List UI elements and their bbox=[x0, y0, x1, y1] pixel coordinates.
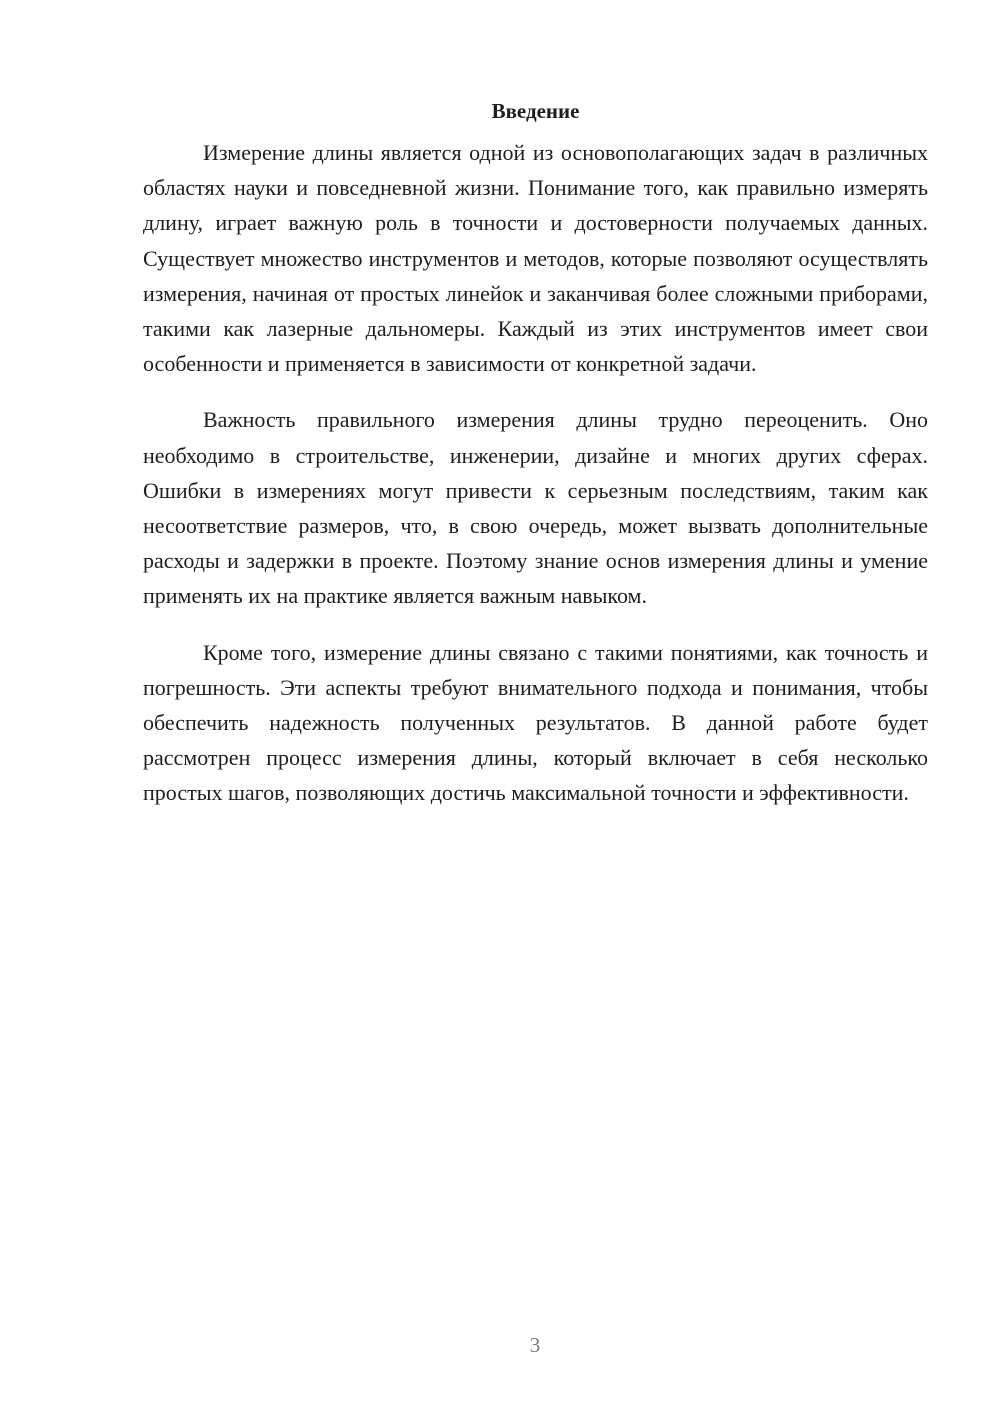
paragraph-1: Измерение длины является одной из основополагающих задач в различных областях науки и повседневной жизни. Понимание того, как правильно измерять длину, играет важную роль в точности и достоверности получаемых данных. Существует множество инструментов и методов, которые позволяют осуществлять измерения, начиная от простых линейок и заканчивая более сложными приборами, такими как лазерные дальномеры. Каждый из этих инструментов имеет свои особенности и применяется в зависимости от конкретной задачи. bbox=[143, 140, 928, 377]
paragraph-2: Важность правильного измерения длины трудно переоценить. Оно необходимо в строительстве, инженерии, дизайне и многих других сферах. Ошибки в измерениях могут привести к серьезным последствиям, таким как несоответствие размеров, что, в свою очередь, может вызвать дополнительные расходы и задержки в проекте. Поэтому знание основ измерения длины и умение применять их на практике является важным навыком. bbox=[143, 407, 928, 609]
page-number: 3 bbox=[529, 1333, 541, 1357]
paragraph-3: Кроме того, измерение длины связано с такими понятиями, как точность и погрешность. Эти аспекты требуют внимательного подхода и понимания, чтобы обеспечить надежность полученных результатов. В данной работе будет рассмотрен процесс измерения длины, который включает в себя несколько простых шагов, позволяющих достичь максимальной точности и эффективности. bbox=[143, 639, 928, 806]
page-content bbox=[143, 94, 928, 832]
section-title: Введение bbox=[491, 99, 580, 123]
page-number-footer bbox=[0, 1333, 1000, 1358]
